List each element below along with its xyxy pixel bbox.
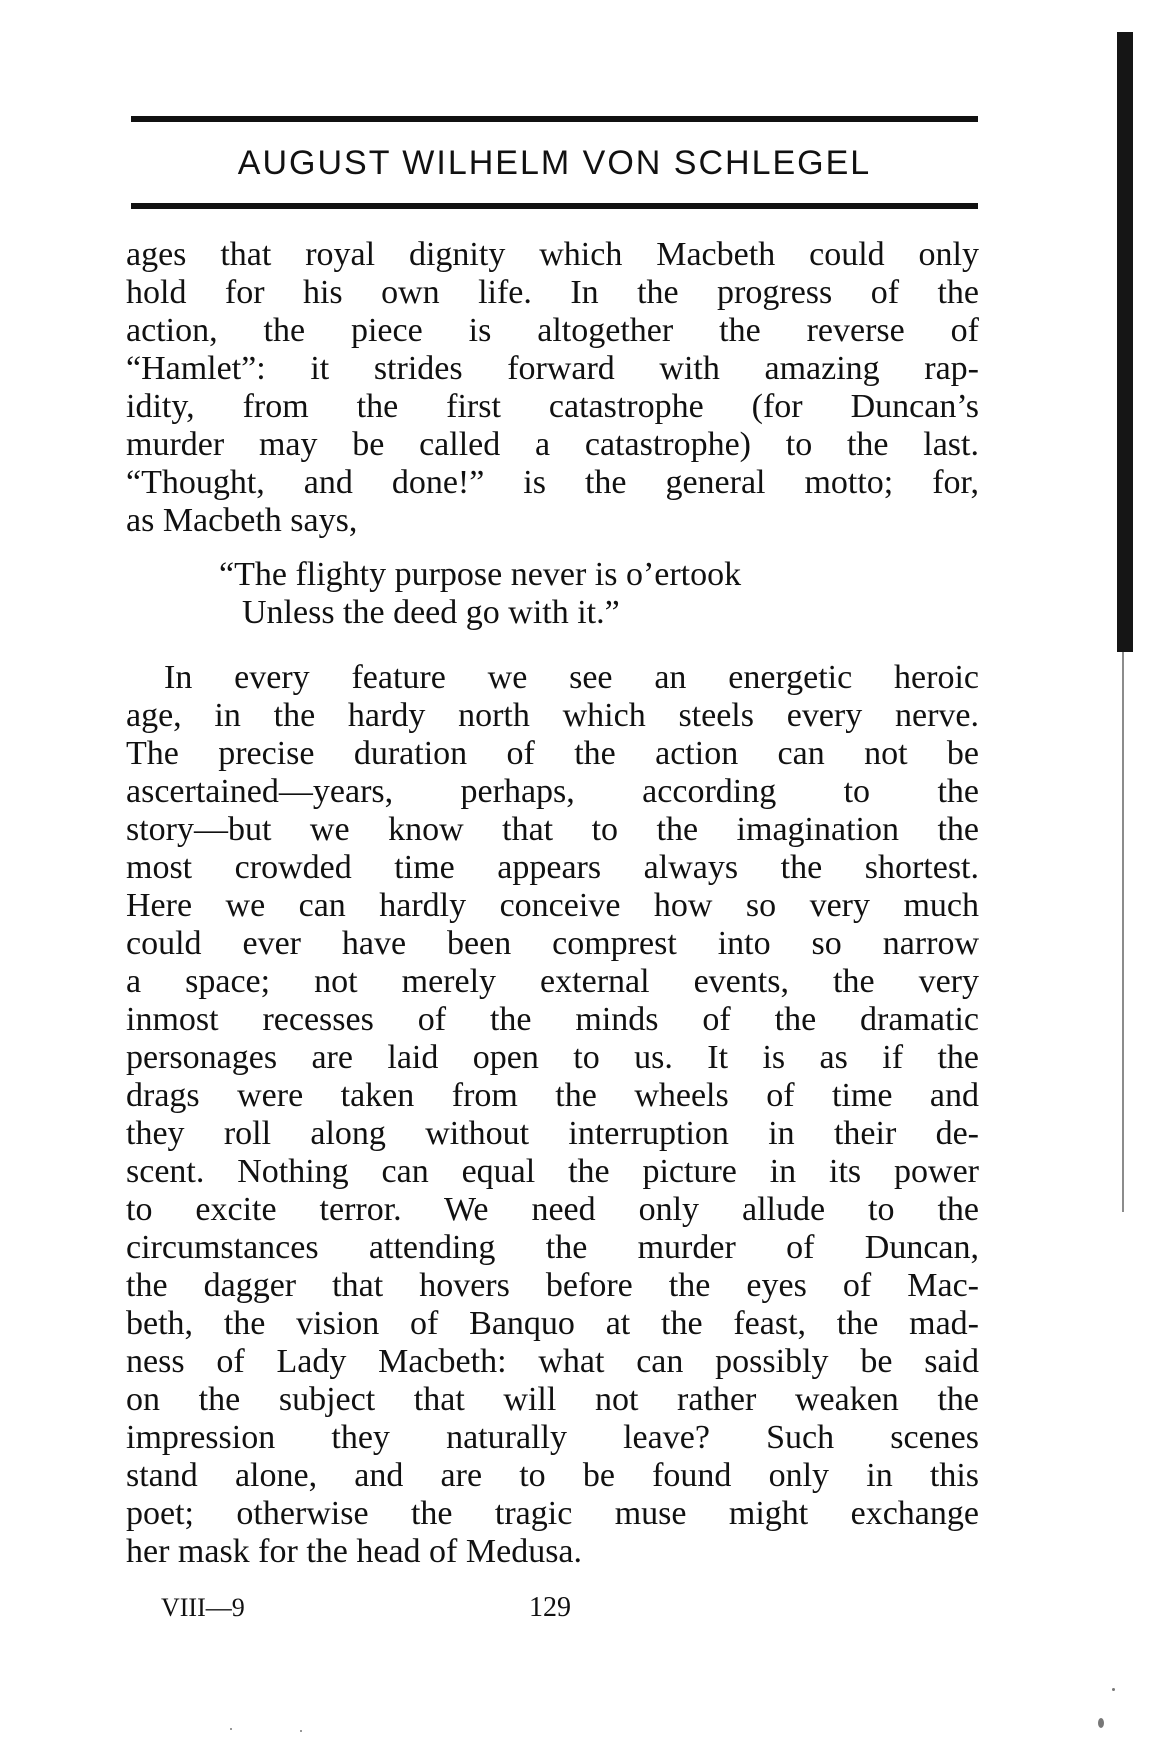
text-line: personages are laid open to us. It is as if the [126, 1039, 979, 1076]
text-line: drags were taken from the wheels of time and [126, 1077, 979, 1114]
paragraph-1 [126, 236, 979, 540]
page-number: 129 [529, 1592, 571, 1623]
text-line: impression they naturally leave? Such scenes [126, 1419, 979, 1456]
text-line: stand alone, and are to be found only in this [126, 1457, 979, 1494]
text-line: circumstances attending the murder of Duncan, [126, 1229, 979, 1266]
text-line: they roll along without interruption in their de- [126, 1115, 979, 1152]
text-line: In every feature we see an energetic heroic [164, 659, 979, 696]
text-line: could ever have been comprest into so narrow [126, 925, 979, 962]
running-header: AUGUST WILHELM VON SCHLEGEL [237, 144, 872, 182]
text-line: age, in the hardy north which steels every nerve. [126, 697, 979, 734]
header-rule-bottom [131, 203, 978, 209]
text-line: as Macbeth says, [126, 502, 358, 539]
text-line: most crowded time appears always the shortest. [126, 849, 979, 886]
text-line: murder may be called a catastrophe) to the last. [126, 426, 979, 463]
ink-speck [1112, 1688, 1115, 1691]
text-line: action, the piece is altogether the reverse of [126, 312, 979, 349]
text-line: ascertained—years, perhaps, according to the [126, 773, 979, 810]
ink-speck [1098, 1718, 1104, 1728]
text-line: The precise duration of the action can not be [126, 735, 979, 772]
text-line: idity, from the first catastrophe (for Duncan’s [126, 388, 979, 425]
text-line: a space; not merely external events, the very [126, 963, 979, 1000]
page-edge-line [1122, 652, 1124, 1212]
text-line: ages that royal dignity which Macbeth could only [126, 236, 979, 273]
text-line: hold for his own life. In the progress of the [126, 274, 979, 311]
verse-quote [219, 556, 919, 632]
text-line: the dagger that hovers before the eyes of Mac- [126, 1267, 979, 1304]
quote-line: Unless the deed go with it.” [242, 594, 620, 631]
text-line: ness of Lady Macbeth: what can possibly be said [126, 1343, 979, 1380]
text-line: Here we can hardly conceive how so very much [126, 887, 979, 924]
page-edge-shadow [1117, 32, 1133, 652]
text-line: to excite terror. We need only allude to the [126, 1191, 979, 1228]
signature-mark: VIII—9 [161, 1593, 245, 1622]
text-line: her mask for the head of Medusa. [126, 1533, 583, 1570]
text-line: on the subject that will not rather weaken the [126, 1381, 979, 1418]
text-line: beth, the vision of Banquo at the feast, the mad- [126, 1305, 979, 1342]
header-rule-top [131, 116, 978, 122]
text-line: inmost recesses of the minds of the dramatic [126, 1001, 979, 1038]
ink-speck [300, 1730, 302, 1732]
text-line: story—but we know that to the imagination the [126, 811, 979, 848]
text-line: poet; otherwise the tragic muse might exchange [126, 1495, 979, 1532]
text-line: scent. Nothing can equal the picture in its power [126, 1153, 979, 1190]
paragraph-2 [126, 659, 979, 1571]
text-line: “Hamlet”: it strides forward with amazing rap- [126, 350, 979, 387]
text-line: “Thought, and done!” is the general motto; for, [126, 464, 979, 501]
quote-line: “The flighty purpose never is o’ertook [219, 556, 742, 593]
ink-speck [230, 1728, 232, 1730]
